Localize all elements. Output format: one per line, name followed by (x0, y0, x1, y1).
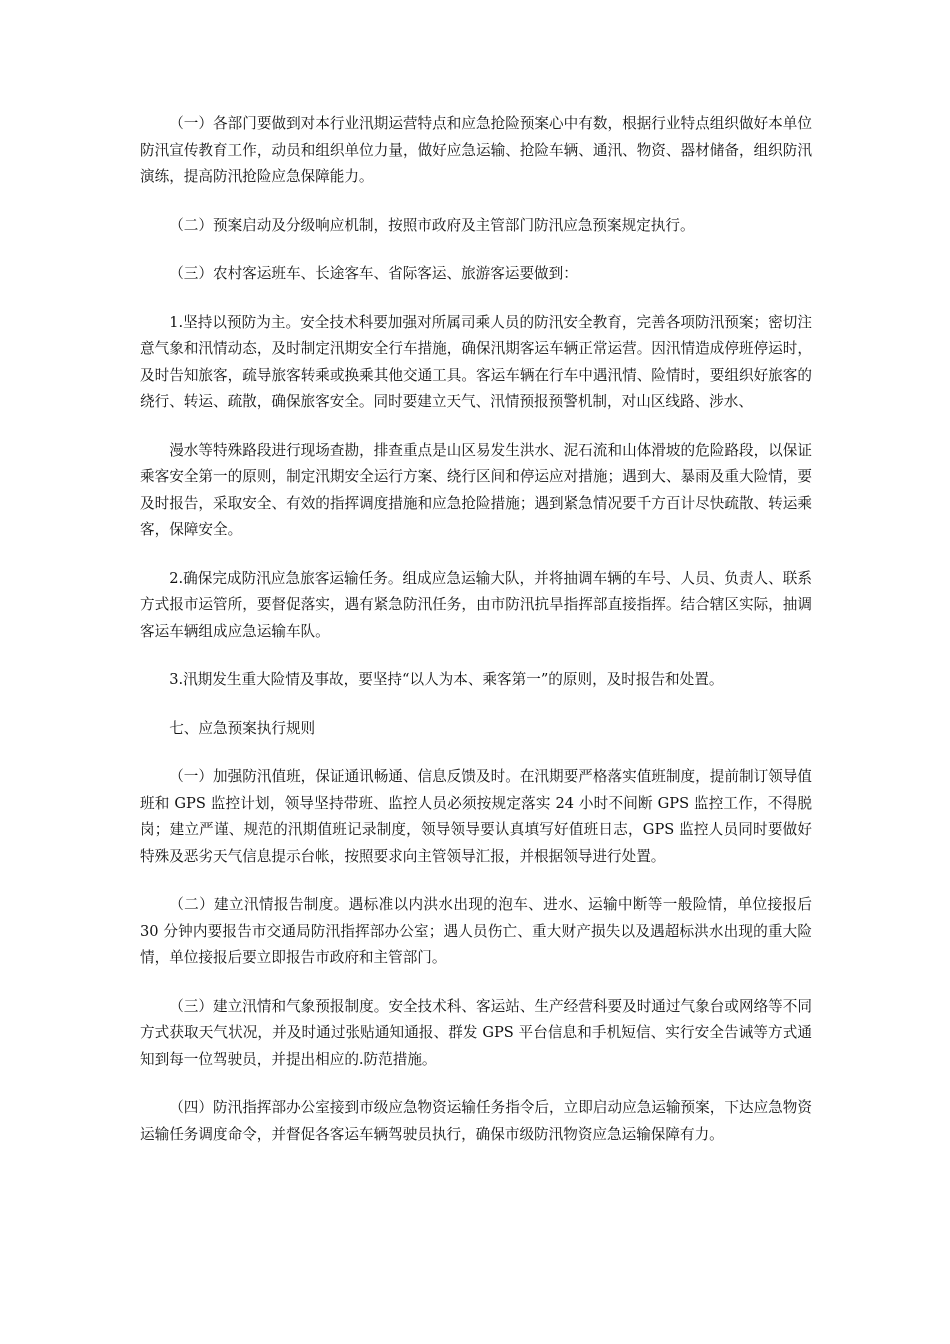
paragraph-9: （二）建立汛情报告制度。遇标准以内洪水出现的泡车、进水、运输中断等一般险情，单位接报后 30 分钟内要报告市交通局防汛指挥部办公室；遇人员伤亡、重大财产损失以及遇超标洪水出现的重大险情，单位接报后要立即报告市政府和主管部门。 (140, 896, 812, 966)
paragraph-5: 漫水等特殊路段进行现场查勘，排查重点是山区易发生洪水、泥石流和山体滑坡的危险路段，以保证乘客安全第一的原则，制定汛期安全运行方案、绕行区间和停运应对措施；遇到大、暴雨及重大险情，要及时报告，采取安全、有效的指挥调度措施和应急抢险措施；遇到紧急情况要千方百计尽快疏散、转运乘客，保障安全。 (140, 441, 812, 538)
paragraph-10: （三）建立汛情和气象预报制度。安全技术科、客运站、生产经营科要及时通过气象台或网络等不同方式获取天气状况，并及时通过张贴通知通报、群发 GPS 平台信息和手机短信、实行安全告诫等方式通知到每一位驾驶员，并提出相应的.防范措施。 (140, 997, 812, 1068)
paragraph-8: （一）加强防汛值班，保证通讯畅通、信息反馈及时。在汛期要严格落实值班制度，提前制订领导值班和 GPS 监控计划，领导坚持带班、监控人员必须按规定落实 24 小时不间断 GPS 监控工作，不得脱岗；建立严谨、规范的汛期值班记录制度，领导领导要认真填写好值班日志，GPS 监控人员同时要做好特殊及恶劣天气信息提示台帐，按照要求向主管领导汇报，并根据领导进行处置。 (140, 768, 812, 865)
paragraph-6: 2.确保完成防汛应急旅客运输任务。组成应急运输大队，并将抽调车辆的车号、人员、负责人、联系方式报市运管所，要督促落实，遇有紧急防汛任务，由市防汛抗旱指挥部直接指挥。结合辖区实际，抽调客运车辆组成应急运输车队。 (140, 569, 812, 640)
section-heading: 七、应急预案执行规则 (169, 719, 316, 737)
paragraph-2: （二）预案启动及分级响应机制，按照市政府及主管部门防汛应急预案规定执行。 (169, 216, 695, 234)
paragraph-7: 3.汛期发生重大险情及事故，要坚持“以人为本、乘客第一”的原则，及时报告和处置。 (169, 671, 724, 688)
paragraph-11: （四）防汛指挥部办公室接到市级应急物资运输任务指令后，立即启动应急运输预案，下达应急物资运输任务调度命令，并督促各客运车辆驾驶员执行，确保市级防汛物资应急运输保障有力。 (140, 1099, 812, 1143)
paragraph-1: （一）各部门要做到对本行业汛期运营特点和应急抢险预案心中有数，根据行业特点组织做好本单位防汛宣传教育工作，动员和组织单位力量，做好应急运输、抢险车辆、通汛、物资、器材储备，组织防汛演练，提高防汛抢险应急保障能力。 (140, 115, 812, 185)
paragraph-3: （三）农村客运班车、长途客车、省际客运、旅游客运要做到： (169, 265, 578, 282)
document-body (140, 111, 812, 1170)
paragraph-4: 1.坚持以预防为主。安全技术科要加强对所属司乘人员的防汛安全教育，完善各项防汛预案；密切注意气象和汛情动态，及时制定汛期安全行车措施，确保汛期客运车辆正常运营。因汛情造成停班停运时，及时告知旅客，疏导旅客转乘或换乘其他交通工具。客运车辆在行车中遇汛情、险情时，要组织好旅客的绕行、转运、疏散，确保旅客安全。同时要建立天气、汛情预报预警机制，对山区线路、涉水、 (140, 313, 812, 410)
